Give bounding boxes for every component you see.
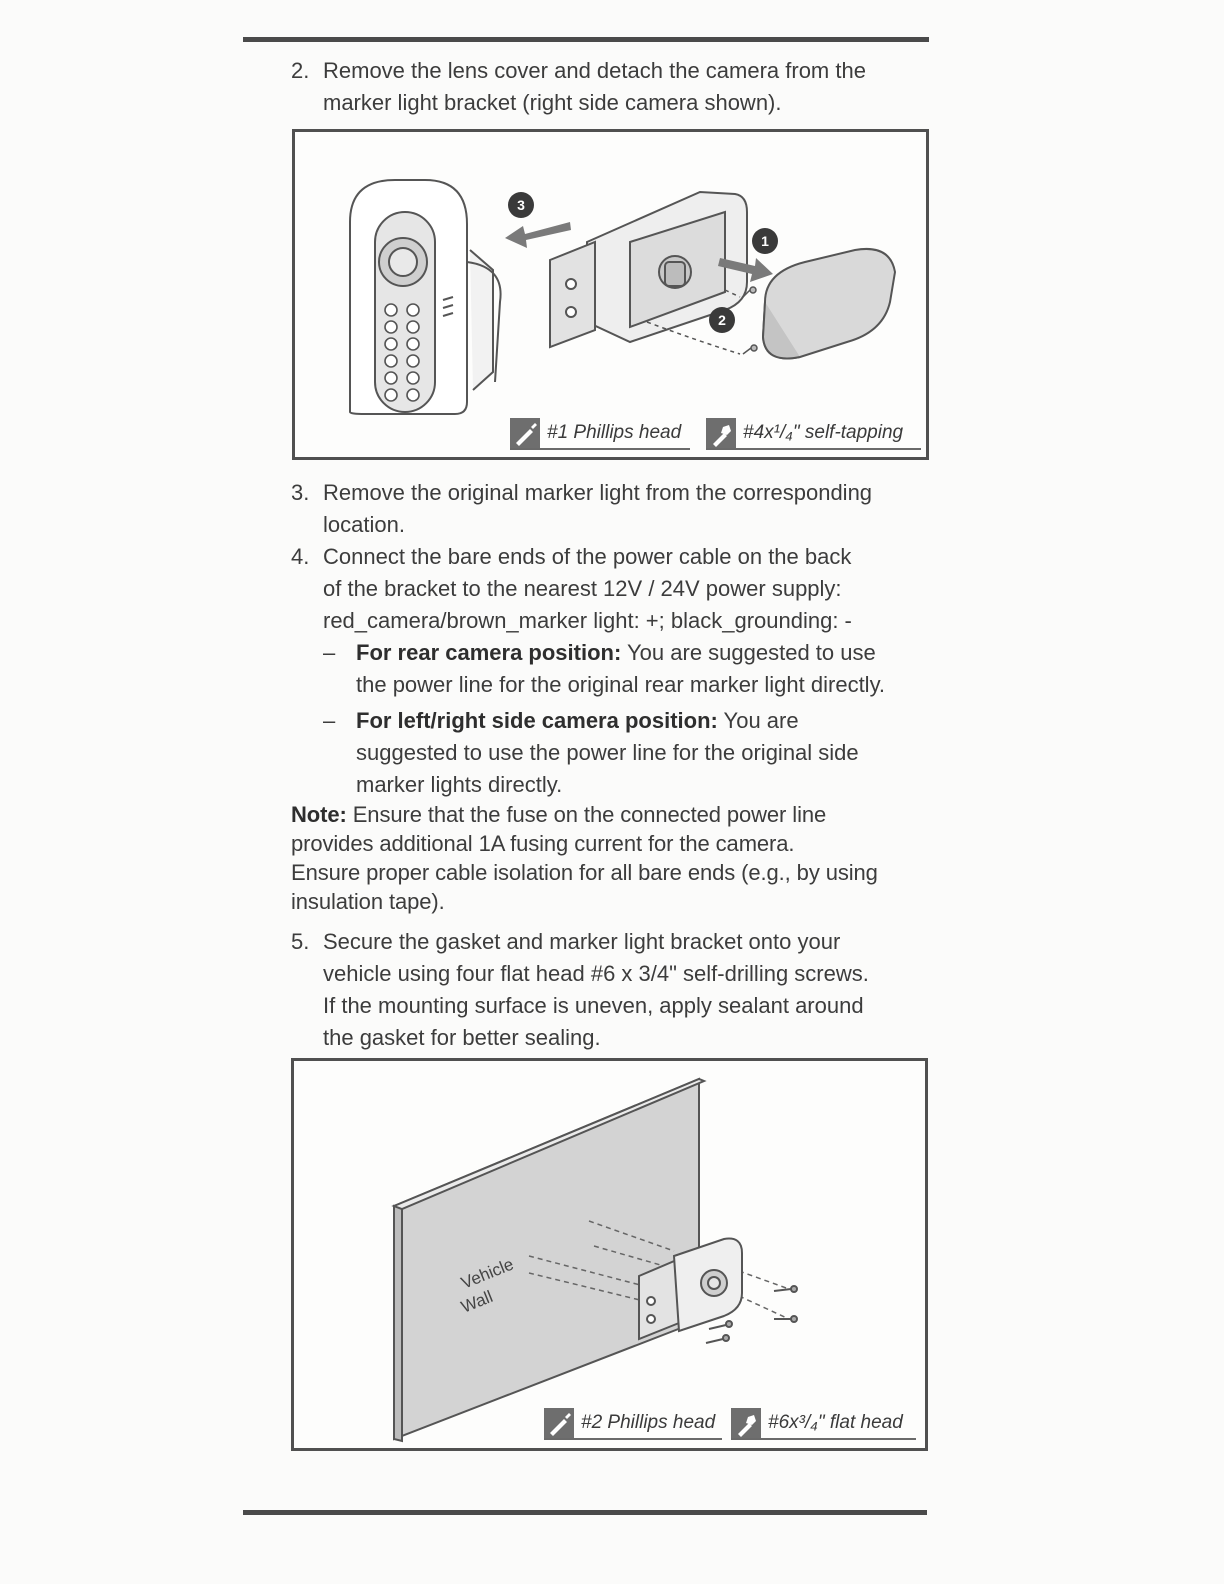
wall-label-vehicle: Vehicle [458,1254,517,1293]
step-text-line: of the bracket to the nearest 12V / 24V power supply: [323,576,842,601]
bullet-dash: – [323,640,336,665]
step-text-line: If the mounting surface is uneven, apply sealant around [323,993,864,1018]
bottom-rule [243,1510,927,1515]
note-text: Ensure that the fuse on the connected power line [346,802,827,827]
figure-bracket-mounting [291,1058,928,1451]
step-text-line: location. [323,512,405,537]
tool-label-screwdriver [510,418,690,450]
step-text-line: Remove the original marker light from the corresponding [323,480,873,505]
step-3 [291,477,931,541]
step-text-line: Secure the gasket and marker light bracket onto your [323,929,841,954]
step-5 [291,926,931,1054]
step-text-line: Remove the lens cover and detach the camera from the [323,58,866,83]
arrow-detach-camera [505,222,571,248]
step-text-line: marker light bracket (right side camera shown). [323,90,782,115]
callout-3 [508,192,534,218]
tool-label-screw [731,1408,916,1440]
tool-label-text: #4x¹/₄" self-tapping [743,422,904,443]
tool-label-screw [706,418,921,450]
screwdriver-icon [544,1408,574,1438]
step-text-line: Connect the bare ends of the power cable on the back [323,544,852,569]
screw-icon [731,1408,761,1438]
bullet-heading: For left/right side camera position: [356,708,718,733]
svg-text:3: 3 [517,197,525,213]
callout-1 [752,228,778,254]
camera-illustration [350,180,501,414]
step-text-line: the gasket for better sealing. [323,1025,601,1050]
screw-icon [706,418,736,448]
step-number: 2. [291,58,310,83]
lens-cover-illustration [763,249,895,358]
note-text-line: insulation tape). [291,889,445,914]
bullet-side-camera [323,705,933,801]
note-label: Note: [291,802,347,827]
callout-2 [709,307,735,333]
svg-text:1: 1 [761,233,769,249]
bracket-mounting-illustration [294,1061,925,1448]
bullet-rear-camera [323,637,933,701]
vehicle-wall-illustration [394,1079,704,1441]
note [291,800,931,916]
screwdriver-icon [510,418,540,448]
bullet-text: You are suggested to use [621,640,876,665]
top-rule [243,37,929,42]
step-4 [291,541,931,637]
tool-label-screwdriver [544,1408,722,1440]
step-text-line: vehicle using four flat head #6 x 3/4" self-drilling screws. [323,961,869,986]
tool-label-text: #2 Phillips head [581,1412,716,1433]
camera-detach-illustration [295,132,926,457]
bullet-text-line: suggested to use the power line for the original side [356,740,859,765]
svg-text:2: 2 [718,312,726,328]
step-2 [291,55,931,119]
step-number: 5. [291,929,310,954]
note-text-line: provides additional 1A fusing current for the camera. [291,831,795,856]
bullet-heading: For rear camera position: [356,640,622,665]
bullet-dash: – [323,708,336,733]
wall-label-wall: Wall [458,1286,496,1317]
figure-camera-detach [292,129,929,460]
bullet-text: You are [717,708,799,733]
tool-label-text: #1 Phillips head [547,422,682,443]
step-number: 4. [291,544,310,569]
note-text-line: Ensure proper cable isolation for all bare ends (e.g., by using [291,860,878,885]
step-number: 3. [291,480,310,505]
tool-label-text: #6x³/₄" flat head [768,1412,903,1433]
bullet-text-line: the power line for the original rear marker light directly. [356,672,886,697]
bullet-text-line: marker lights directly. [356,772,563,797]
step-text-line: red_camera/brown_marker light: +; black_grounding: - [323,608,852,633]
